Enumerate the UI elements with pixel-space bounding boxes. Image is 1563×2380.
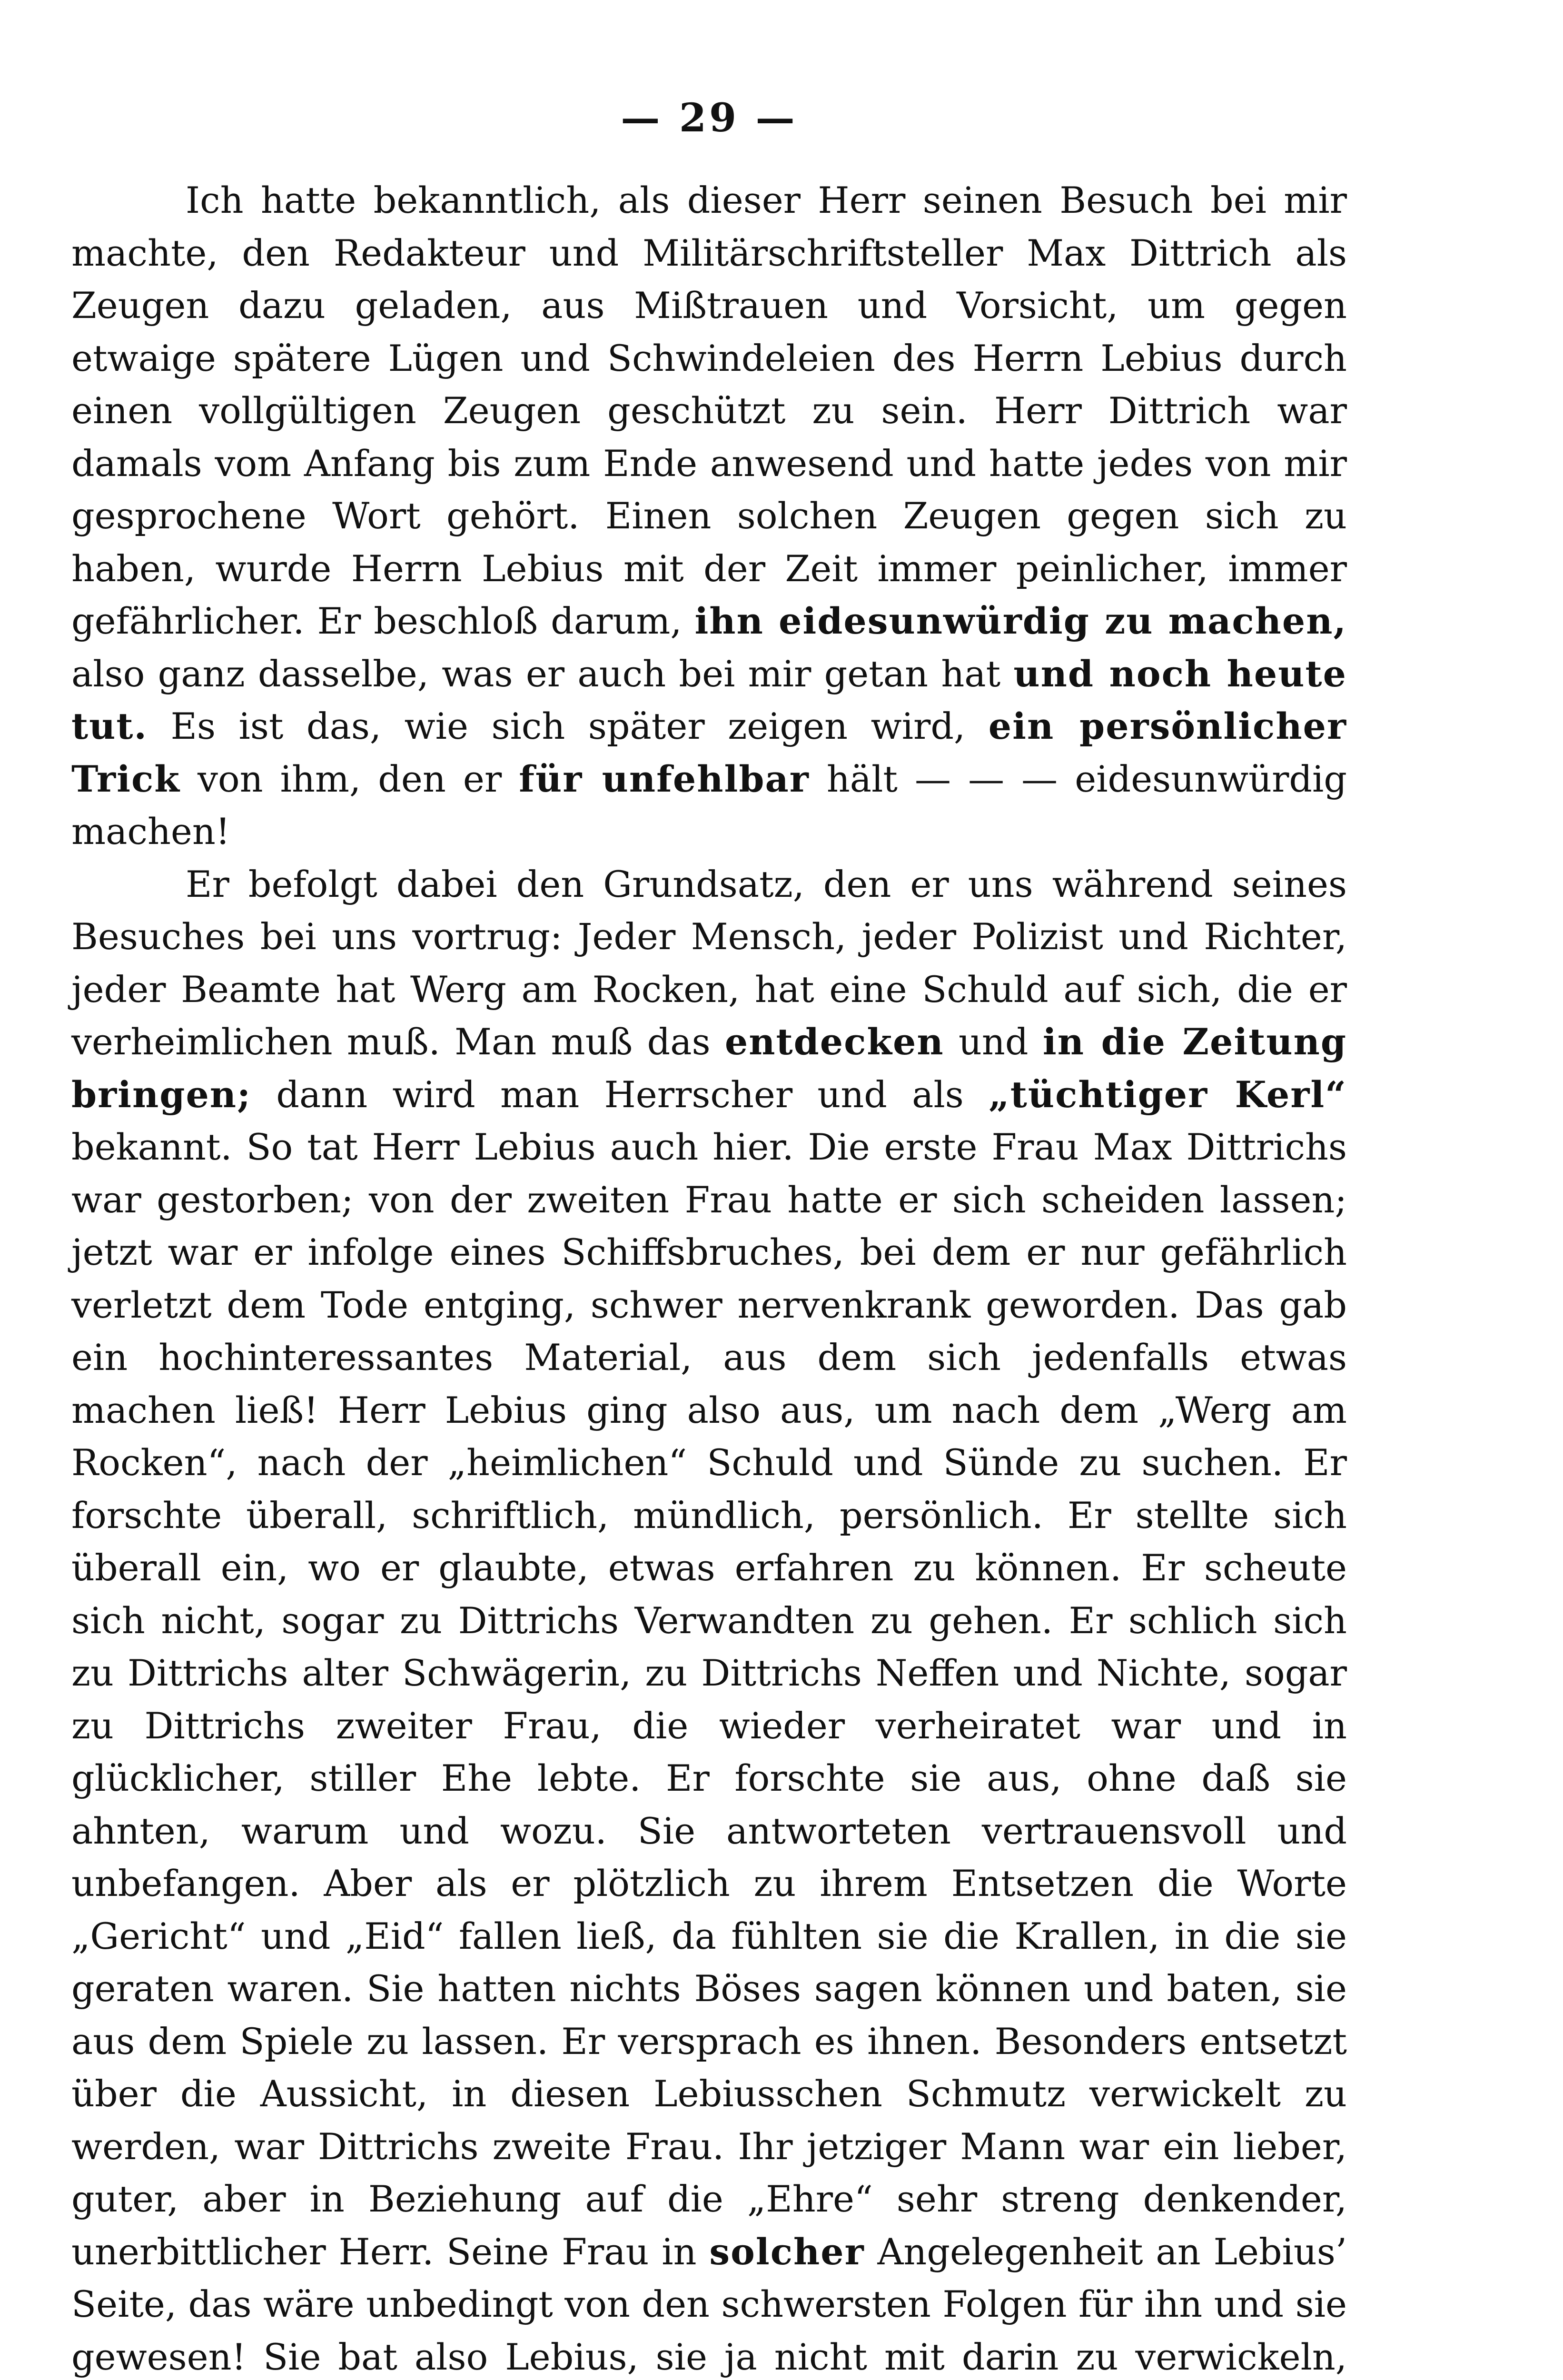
book-page: [71, 95, 1347, 2380]
text-segment: also ganz dasselbe, was er auch bei mir getan hat: [71, 652, 1014, 695]
emphasized-text: in die Zeitung bringen;: [71, 1021, 1347, 1116]
page-number: — 29 —: [621, 95, 798, 141]
text-segment: von ihm, den er: [180, 757, 519, 800]
emphasized-text: solcher: [709, 2230, 865, 2273]
text-segment: Ich hatte bekanntlich, als dieser Herr seinen Besuch bei mir machte, den Redakteur und Militärschriftsteller Max Dittrich als Zeugen dazu geladen, aus Mißtrauen und Vorsicht, um gegen etwaige spätere Lügen und Schwindeleien des Herrn Lebius durch einen vollgültigen Zeugen geschützt zu sein. Herr Dittrich war damals vom Anfang bis zum Ende anwesend und hatte jedes von mir gesprochene Wort gehört. Einen solchen Zeugen gegen sich zu haben, wurde Herrn Lebius mit der Zeit immer peinlicher, immer gefährlicher. Er beschloß darum,: [71, 179, 1347, 642]
text-segment: bekannt. So tat Herr Lebius auch hier. Die erste Frau Max Dittrichs war gestorben; von der zweiten Frau hatte er sich scheiden lassen; jetzt war er infolge eines Schiffsbruches, bei dem er nur gefährlich verletzt dem Tode entging, schwer nervenkrank geworden. Das gab ein hochinteressantes Material, aus dem sich jedenfalls etwas machen ließ! Herr Lebius ging also aus, um nach dem „Werg am Rocken“, nach der „heimlichen“ Schuld und Sünde zu suchen. Er forschte überall, schriftlich, mündlich, persönlich. Er stellte sich überall ein, wo er glaubte, etwas erfahren zu können. Er scheute sich nicht, sogar zu Dittrichs Verwandten zu gehen. Er schlich sich zu Dittrichs alter Schwägerin, zu Dittrichs Neffen und Nichte, sogar zu Dittrichs zweiter Frau, die wieder verheiratet war und in glücklicher, stiller Ehe lebte. Er forschte sie aus, ohne daß sie ahnten, warum und wozu. Sie antworteten vertrauensvoll und unbefangen. Aber als er plötzlich zu ihrem Entsetzen die Worte „Gericht“ und „Eid“ fallen ließ, da fühlten sie die Krallen, in die sie geraten waren. Sie hatten nichts Böses sagen können und baten, sie aus dem Spiele zu lassen. Er versprach es ihnen. Besonders entsetzt über die Aussicht, in diesen Lebiusschen Schmutz verwickelt zu werden, war Dittrichs zweite Frau. Ihr jetziger Mann war ein lieber, guter, aber in Beziehung auf die „Ehre“ sehr streng denkender, unerbittlicher Herr. Seine Frau in: [71, 1126, 1347, 2273]
emphasized-text: entdecken: [724, 1021, 944, 1063]
emphasized-text: „tüchtiger Kerl“: [989, 1073, 1347, 1116]
text-segment: hält — — — eidesunwürdig machen!: [71, 757, 1347, 853]
emphasized-text: ein persönlicher Trick: [71, 705, 1347, 800]
paragraph-1: [71, 174, 1347, 858]
text-segment: dann wird man Herrscher und als: [251, 1073, 989, 1116]
emphasized-text: und noch heute tut.: [71, 652, 1347, 747]
text-segment: Angelegenheit an Lebius’ Seite, das wäre unbedingt von den schwersten Folgen für ihn und sie gewesen! Sie bat also Lebius, sie ja nicht mit darin zu verwickeln,: [71, 2230, 1347, 2378]
text-segment: und: [944, 1021, 1043, 1063]
emphasized-text: ihn eidesunwürdig zu machen,: [694, 600, 1347, 642]
emphasized-text: für unfehlbar: [519, 757, 810, 800]
text-segment: Er befolgt dabei den Grundsatz, den er uns während seines Besuches bei uns vortrug: Jeder Mensch, jeder Polizist und Richter, jeder Beamte hat Werg am Rocken, hat eine Schuld auf sich, die er verheimlichen muß. Man muß das: [71, 863, 1347, 1063]
paragraph-2: [71, 858, 1347, 2380]
text-segment: Es ist das, wie sich später zeigen wird,: [147, 705, 989, 747]
